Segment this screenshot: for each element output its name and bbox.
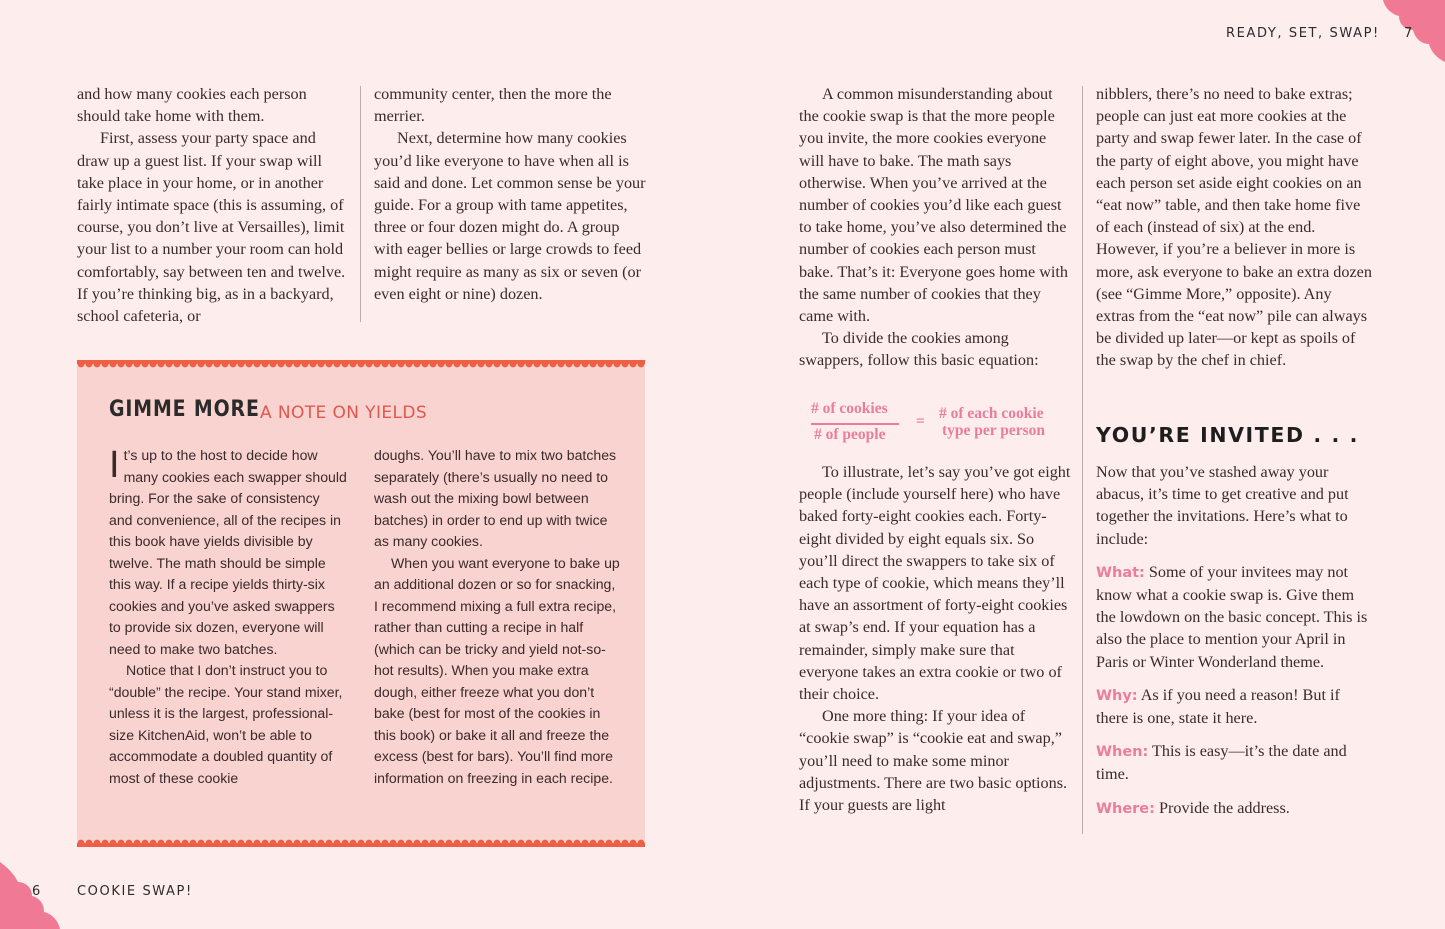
invite-text: Provide the address. — [1158, 798, 1290, 817]
invite-label: When: — [1096, 744, 1149, 761]
equation-numerator: # of cookies — [811, 400, 888, 417]
invite-label: What: — [1096, 564, 1145, 581]
equation-result-line-2: type per person — [942, 422, 1046, 439]
left-column-1 — [77, 83, 349, 327]
invite-item-where — [1096, 797, 1372, 820]
running-footer: COOKIE SWAP! — [77, 884, 193, 899]
paragraph: When you want everyone to bake up an additional dozen or so for snacking, I recommend mixing a full extra recipe, rather than cutting a recipe in half (which can be tricky and yield not-so-hot results). When you make extra dough, either freeze what you don’t bake (best for most of the cookies in this book) or bake it all and freeze the excess (best for bars). You’ll find more information on freezing in each recipe. — [374, 554, 620, 786]
right-column-2-top — [1096, 83, 1372, 372]
invite-label: Where: — [1096, 800, 1155, 817]
left-page — [0, 0, 722, 929]
sidebar-title: GIMME MORE — [109, 397, 260, 422]
column-divider — [360, 86, 361, 322]
invite-item-when — [1096, 740, 1372, 785]
paragraph: and how many cookies each person should take home with them. — [77, 85, 307, 126]
drop-cap: I — [109, 444, 120, 486]
right-page — [722, 0, 1445, 929]
invite-text: As if you need a reason! But if there is one, state it here. — [1096, 685, 1340, 728]
equation-denominator: # of people — [814, 426, 886, 443]
page-number: 6 — [32, 884, 42, 899]
paragraph — [109, 445, 347, 660]
invite-label: Why: — [1096, 687, 1138, 704]
invited-intro: Now that you’ve stashed away your abacus, it’s time to get creative and put together the invitations. Here’s what to include: — [1096, 463, 1349, 548]
paragraph: community center, then the more the merrier. — [374, 85, 612, 126]
paragraph: To illustrate, let’s say you’ve got eight people (include yourself here) who have baked forty-eight cookies each. Forty-eight divided by eight equals six. So you’ll direct the swappers to take six of each type of cookie, which means they’ll have an assortment of forty-eight cookies at swap’s end. If your equation has a remainder, simply make sure that everyone takes an extra cookie or two of their choice. — [799, 463, 1071, 704]
paragraph: One more thing: If your idea of “cookie swap” is “cookie eat and swap,” you’ll need to make some minor adjustments. There are two basic options. If your guests are light — [799, 707, 1068, 815]
right-column-1-top — [799, 83, 1073, 372]
paragraph: Notice that I don’t instruct you to “double” the recipe. Your stand mixer, unless it is the largest, professional-size KitchenAid, won’t be able to accommodate a doubled quantity of most of these cookie — [109, 662, 343, 786]
sidebar-subtitle: A NOTE ON YIELDS — [260, 403, 428, 423]
paragraph: To divide the cookies among swappers, follow this basic equation: — [799, 329, 1039, 370]
corner-scallop-top-right — [1383, 0, 1445, 64]
equation-result-line-1: # of each cookie — [939, 405, 1044, 422]
paragraph: nibblers, there’s no need to bake extras; people can just eat more cookies at the party and swap fewer later. In the case of the party of eight above, you might have each person set aside eight cookies on an “eat now” table, and then take home five of each (instead of six) at the end. However, if you’re a believer in more is more, ask everyone to bake an extra dozen (see “Gimme More,” opposite). Any extras from the “eat now” pile can always be divided up later—or kept as spoils of the swap by the chef in chief. — [1096, 85, 1372, 370]
paragraph: First, assess your party space and draw up a guest list. If your swap will take place in your home, or in another fairly intimate space (this is assuming, of course, you don’t live at Versailles), limit your list to a number your room can hold comfortably, say between ten and twelve. If you’re thinking big, as in a backyard, school cafeteria, or — [77, 129, 346, 326]
invite-item-why — [1096, 684, 1372, 729]
equation-equals: = — [916, 413, 925, 430]
paragraph-text: t’s up to the host to decide how many cookies each swapper should bring. For the sake of consistency and convenience, all of the recipes in this book have yields divisible by twelve. The math should be simple this way. If a recipe yields thirty-six cookies and you’ve asked swappers to provide six dozen, everyone will need to make two batches. — [109, 447, 347, 657]
section-heading-invited: YOU’RE INVITED . . . — [1096, 423, 1359, 447]
invite-text: This is easy—it’s the date and time. — [1096, 742, 1347, 784]
right-column-2-invited — [1096, 461, 1372, 820]
page-number: 7 — [1404, 26, 1414, 41]
running-header: READY, SET, SWAP! — [1226, 26, 1380, 41]
sidebar-column-2 — [374, 445, 620, 789]
paragraph: A common misunderstanding about the cookie swap is that the more people you invite, the more cookies everyone will have to bake. The math says otherwise. When you’ve arrived at the number of cookies you’d like each guest to take home, you’ve also determined the number of cookies each person must bake. That’s it: Everyone goes home with the same number of cookies that they came with. — [799, 85, 1068, 326]
scalloped-border-bottom — [77, 839, 645, 847]
column-divider — [1082, 86, 1083, 834]
sidebar-column-1 — [109, 445, 347, 789]
invite-item-what — [1096, 561, 1372, 673]
paragraph: Next, determine how many cookies you’d like everyone to have when all is said and done. Let common sense be your guide. For a group with tame appetites, three or four dozen might do. A group with eager bellies or large crowds to feed might require as many as six or seven (or even eight or nine) dozen. — [374, 129, 646, 303]
paragraph: doughs. You’ll have to mix two batches separately (there’s usually no need to wash out the mixing bowl between batches) in order to end up with twice as many cookies. — [374, 447, 617, 549]
corner-scallop-bottom-left — [0, 862, 62, 929]
fraction-bar — [811, 423, 899, 425]
invite-text: Some of your invitees may not know what a cookie swap is. Give them the lowdown on the basic concept. This is also the place to mention your April in Paris or Winter Wonderland theme. — [1096, 562, 1368, 671]
gimme-more-sidebar — [77, 363, 645, 844]
scalloped-border-top — [77, 360, 645, 368]
left-column-2 — [374, 83, 646, 305]
right-column-1-bottom — [799, 461, 1073, 816]
